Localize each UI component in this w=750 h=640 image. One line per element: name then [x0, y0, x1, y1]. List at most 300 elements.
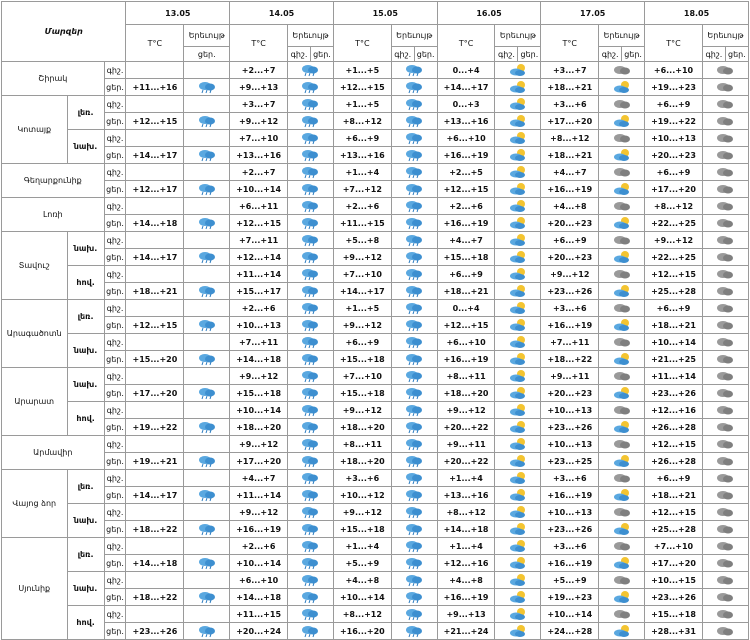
temperature-range: +6...+9 — [333, 334, 391, 351]
temperature-range: +6...+10 — [645, 62, 703, 79]
weather-cell — [702, 606, 748, 623]
time-of-day: գիշ. — [104, 606, 126, 623]
weather-cell — [391, 606, 437, 623]
temperature-range: +6...+11 — [230, 198, 288, 215]
rain-cloud-icon — [299, 284, 321, 298]
temperature-range: +8...+12 — [645, 198, 703, 215]
temperature-range: +9...+12 — [645, 232, 703, 249]
weather-cell — [391, 334, 437, 351]
temperature-range: +25...+28 — [645, 283, 703, 300]
temperature-range: +4...+8 — [333, 572, 391, 589]
weather-cell — [702, 351, 748, 368]
rain-cloud-icon — [299, 607, 321, 621]
weather-cell — [702, 317, 748, 334]
cloud-icon — [714, 80, 736, 94]
temperature-range: +12...+15 — [437, 181, 495, 198]
weather-cell — [599, 283, 645, 300]
cloud-icon — [714, 403, 736, 417]
subregion-name: նախ. — [67, 572, 104, 606]
weather-cell — [599, 334, 645, 351]
sun-cloud-icon — [611, 114, 633, 128]
temperature-range: +16...+19 — [541, 487, 599, 504]
rain-cloud-icon — [299, 522, 321, 536]
weather-cell — [702, 215, 748, 232]
temperature-range: +16...+19 — [437, 147, 495, 164]
temperature-range: +12...+16 — [437, 555, 495, 572]
temperature-range: +9...+13 — [230, 79, 288, 96]
rain-cloud-icon — [403, 335, 425, 349]
time-of-day: ցեր. — [104, 487, 126, 504]
rain-cloud-icon — [299, 488, 321, 502]
temperature-range: +9...+11 — [437, 436, 495, 453]
temperature-range: +14...+17 — [437, 79, 495, 96]
weather-cell — [599, 504, 645, 521]
cloud-icon — [611, 471, 633, 485]
temperature-range: +18...+20 — [333, 453, 391, 470]
weather-cell — [184, 283, 230, 300]
subregion-name: նախ. — [67, 368, 104, 402]
rain-cloud-icon — [403, 471, 425, 485]
weather-cell — [599, 249, 645, 266]
table-row — [2, 368, 749, 385]
temperature-range: +2...+7 — [230, 62, 288, 79]
weather-cell — [495, 402, 541, 419]
sun-cloud-icon — [507, 199, 529, 213]
rain-cloud-icon — [403, 454, 425, 468]
temperature-range — [126, 470, 184, 487]
weather-cell — [288, 300, 334, 317]
temperature-range: +7...+10 — [230, 130, 288, 147]
cloud-icon — [611, 131, 633, 145]
temperature-range: +7...+10 — [333, 266, 391, 283]
weather-cell — [391, 215, 437, 232]
temperature-range: +2...+5 — [437, 164, 495, 181]
weather-cell — [288, 181, 334, 198]
table-row — [2, 589, 749, 606]
weather-cell — [495, 283, 541, 300]
temperature-range: +8...+12 — [541, 130, 599, 147]
rain-cloud-icon — [403, 352, 425, 366]
weather-cell — [495, 79, 541, 96]
temperature-range: +19...+21 — [126, 453, 184, 470]
time-of-day: ցեր. — [104, 589, 126, 606]
sun-cloud-icon — [611, 420, 633, 434]
sun-cloud-icon — [507, 335, 529, 349]
temperature-range: +7...+11 — [230, 334, 288, 351]
weather-cell — [184, 555, 230, 572]
table-row — [2, 436, 749, 453]
weather-cell — [702, 198, 748, 215]
temperature-range: +14...+18 — [126, 215, 184, 232]
temp-label: T°C — [645, 25, 703, 62]
time-of-day: գիշ. — [104, 436, 126, 453]
weather-cell — [288, 487, 334, 504]
weather-cell — [391, 521, 437, 538]
weather-cell — [184, 623, 230, 640]
time-of-day: ցեր. — [104, 623, 126, 640]
weather-cell — [184, 198, 230, 215]
rain-cloud-icon — [403, 80, 425, 94]
temperature-range: +9...+12 — [541, 266, 599, 283]
sun-cloud-icon — [507, 505, 529, 519]
temperature-range: +1...+4 — [437, 470, 495, 487]
temperature-range: +11...+14 — [230, 487, 288, 504]
weather-cell — [599, 232, 645, 249]
rain-cloud-icon — [403, 573, 425, 587]
sun-cloud-icon — [507, 386, 529, 400]
cloud-icon — [611, 437, 633, 451]
weather-cell — [702, 470, 748, 487]
weather-cell — [184, 521, 230, 538]
weather-cell — [702, 62, 748, 79]
sun-cloud-icon — [507, 556, 529, 570]
temperature-range: +2...+6 — [230, 300, 288, 317]
weather-cell — [184, 249, 230, 266]
rain-cloud-icon — [403, 556, 425, 570]
sun-cloud-icon — [611, 590, 633, 604]
temperature-range: +10...+14 — [230, 555, 288, 572]
table-row — [2, 232, 749, 249]
rain-cloud-icon — [403, 114, 425, 128]
cloud-icon — [714, 420, 736, 434]
temperature-range: +14...+18 — [230, 589, 288, 606]
weather-cell — [599, 521, 645, 538]
weather-cell — [184, 368, 230, 385]
temperature-range: +7...+10 — [645, 538, 703, 555]
table-row — [2, 266, 749, 283]
weather-cell — [599, 368, 645, 385]
weather-cell — [288, 249, 334, 266]
weather-label: Երեւույթ — [599, 25, 645, 47]
cloud-icon — [714, 199, 736, 213]
day-label: ցեր. — [310, 47, 333, 62]
time-of-day: գիշ. — [104, 334, 126, 351]
temperature-range: +6...+9 — [645, 470, 703, 487]
cloud-icon — [611, 369, 633, 383]
cloud-icon — [611, 539, 633, 553]
temperature-range: +8...+12 — [333, 113, 391, 130]
date-header: 16.05 — [437, 2, 541, 25]
temperature-range — [126, 606, 184, 623]
temperature-range: +11...+14 — [230, 266, 288, 283]
cloud-icon — [714, 573, 736, 587]
weather-cell — [702, 453, 748, 470]
cloud-icon — [714, 216, 736, 230]
weather-cell — [702, 300, 748, 317]
region-name: Գեղարքունիք — [2, 164, 105, 198]
region-name: Արագածոտն — [2, 300, 68, 368]
sun-cloud-icon — [611, 386, 633, 400]
weather-cell — [702, 113, 748, 130]
temperature-range: +5...+8 — [333, 232, 391, 249]
weather-cell — [184, 334, 230, 351]
temperature-range: +1...+4 — [333, 538, 391, 555]
temperature-range — [126, 232, 184, 249]
table-row — [2, 249, 749, 266]
weather-cell — [599, 164, 645, 181]
temperature-range: +20...+23 — [541, 215, 599, 232]
cloud-icon — [714, 437, 736, 451]
weather-cell — [288, 62, 334, 79]
rain-cloud-icon — [403, 318, 425, 332]
weather-cell — [702, 538, 748, 555]
cloud-icon — [611, 335, 633, 349]
temperature-range: +21...+24 — [437, 623, 495, 640]
date-header: 17.05 — [541, 2, 645, 25]
table-row — [2, 419, 749, 436]
time-of-day: գիշ. — [104, 232, 126, 249]
temp-label: T°C — [230, 25, 288, 62]
sun-cloud-icon — [507, 182, 529, 196]
rain-cloud-icon — [299, 335, 321, 349]
temperature-range — [126, 164, 184, 181]
temperature-range: +14...+18 — [230, 351, 288, 368]
day-label: ցեր. — [414, 47, 437, 62]
temperature-range: +23...+26 — [541, 521, 599, 538]
rain-cloud-icon — [299, 386, 321, 400]
sun-cloud-icon — [507, 250, 529, 264]
weather-cell — [184, 130, 230, 147]
temperature-range: +12...+17 — [126, 181, 184, 198]
sun-cloud-icon — [507, 454, 529, 468]
weather-cell — [391, 419, 437, 436]
rain-cloud-icon — [299, 182, 321, 196]
temperature-range: +9...+12 — [437, 402, 495, 419]
temperature-range: +9...+12 — [230, 368, 288, 385]
rain-cloud-icon — [299, 97, 321, 111]
temperature-range: +19...+23 — [645, 79, 703, 96]
weather-cell — [391, 249, 437, 266]
weather-cell — [702, 504, 748, 521]
sun-cloud-icon — [611, 250, 633, 264]
weather-cell — [495, 317, 541, 334]
weather-cell — [288, 147, 334, 164]
temperature-range: +13...+16 — [437, 113, 495, 130]
temperature-range: +6...+10 — [437, 334, 495, 351]
weather-cell — [495, 181, 541, 198]
weather-cell — [599, 198, 645, 215]
weather-cell — [599, 147, 645, 164]
time-of-day: ցեր. — [104, 283, 126, 300]
temperature-range: +11...+14 — [645, 368, 703, 385]
temperature-range: +14...+18 — [126, 555, 184, 572]
weather-cell — [391, 453, 437, 470]
weather-cell — [495, 300, 541, 317]
time-of-day: ցեր. — [104, 79, 126, 96]
weather-cell — [599, 130, 645, 147]
cloud-icon — [714, 233, 736, 247]
rain-cloud-icon — [403, 182, 425, 196]
weather-cell — [702, 96, 748, 113]
temperature-range: +18...+20 — [230, 419, 288, 436]
temperature-range: +1...+5 — [333, 300, 391, 317]
cloud-icon — [714, 386, 736, 400]
time-of-day: գիշ. — [104, 470, 126, 487]
temp-label: T°C — [541, 25, 599, 62]
weather-cell — [599, 419, 645, 436]
weather-cell — [599, 62, 645, 79]
temperature-range: +11...+16 — [126, 79, 184, 96]
rain-cloud-icon — [403, 369, 425, 383]
table-row — [2, 606, 749, 623]
weather-cell — [391, 181, 437, 198]
weather-cell — [288, 351, 334, 368]
weather-cell — [495, 215, 541, 232]
weather-cell — [702, 266, 748, 283]
sun-cloud-icon — [507, 233, 529, 247]
weather-cell — [288, 402, 334, 419]
time-of-day: ցեր. — [104, 351, 126, 368]
weather-cell — [599, 317, 645, 334]
weather-cell — [288, 606, 334, 623]
weather-cell — [495, 96, 541, 113]
rain-cloud-icon — [403, 539, 425, 553]
cloud-icon — [714, 301, 736, 315]
weather-cell — [288, 113, 334, 130]
rain-cloud-icon — [299, 420, 321, 434]
subregion-name: նախ. — [67, 232, 104, 266]
temperature-range: +16...+19 — [541, 181, 599, 198]
weather-cell — [391, 300, 437, 317]
weather-cell — [495, 385, 541, 402]
temperature-range: +7...+11 — [230, 232, 288, 249]
rain-cloud-icon — [196, 114, 218, 128]
temperature-range: +17...+20 — [230, 453, 288, 470]
weather-cell — [702, 402, 748, 419]
cloud-icon — [611, 97, 633, 111]
cloud-icon — [714, 148, 736, 162]
temperature-range: +12...+15 — [333, 79, 391, 96]
table-row — [2, 521, 749, 538]
temperature-range — [126, 198, 184, 215]
header-dates-row — [2, 2, 749, 25]
weather-cell — [702, 385, 748, 402]
temperature-range: +10...+15 — [645, 572, 703, 589]
temperature-range: +16...+20 — [333, 623, 391, 640]
table-row — [2, 113, 749, 130]
temperature-range: +8...+11 — [333, 436, 391, 453]
weather-cell — [184, 453, 230, 470]
night-label: գիշ. — [599, 47, 622, 62]
weather-cell — [495, 334, 541, 351]
cloud-icon — [714, 522, 736, 536]
rain-cloud-icon — [299, 437, 321, 451]
subregion-name: հով. — [67, 606, 104, 640]
temperature-range: +10...+13 — [541, 504, 599, 521]
sun-cloud-icon — [507, 284, 529, 298]
table-row — [2, 453, 749, 470]
temperature-range: +16...+19 — [437, 589, 495, 606]
sun-cloud-icon — [611, 284, 633, 298]
temperature-range: +10...+14 — [230, 402, 288, 419]
weather-cell — [702, 283, 748, 300]
temperature-range: +20...+23 — [541, 385, 599, 402]
temperature-range: +6...+9 — [645, 164, 703, 181]
rain-cloud-icon — [299, 403, 321, 417]
weather-cell — [495, 232, 541, 249]
weather-cell — [391, 96, 437, 113]
weather-cell — [184, 351, 230, 368]
table-row — [2, 470, 749, 487]
cloud-icon — [714, 556, 736, 570]
temp-label: T°C — [126, 25, 184, 62]
temperature-range: +26...+28 — [645, 419, 703, 436]
weather-cell — [391, 147, 437, 164]
weather-cell — [495, 487, 541, 504]
weather-cell — [184, 113, 230, 130]
sun-cloud-icon — [611, 318, 633, 332]
temperature-range: +2...+6 — [333, 198, 391, 215]
weather-cell — [702, 572, 748, 589]
weather-cell — [702, 334, 748, 351]
weather-cell — [184, 436, 230, 453]
weather-cell — [391, 351, 437, 368]
temperature-range: +3...+6 — [333, 470, 391, 487]
weather-cell — [495, 113, 541, 130]
weather-cell — [288, 504, 334, 521]
temperature-range: +15...+20 — [126, 351, 184, 368]
temperature-range: +20...+23 — [541, 249, 599, 266]
weather-cell — [184, 606, 230, 623]
cloud-icon — [714, 505, 736, 519]
temperature-range: +13...+16 — [230, 147, 288, 164]
forecast-table — [1, 1, 749, 640]
sun-cloud-icon — [611, 454, 633, 468]
cloud-icon — [714, 352, 736, 366]
temperature-range: +14...+18 — [437, 521, 495, 538]
temperature-range: +5...+9 — [541, 572, 599, 589]
weather-cell — [599, 487, 645, 504]
weather-cell — [391, 402, 437, 419]
weather-cell — [288, 419, 334, 436]
sun-cloud-icon — [507, 114, 529, 128]
weather-cell — [391, 470, 437, 487]
temperature-range: +22...+25 — [645, 215, 703, 232]
weather-cell — [184, 538, 230, 555]
temperature-range: +4...+8 — [437, 572, 495, 589]
temperature-range: +14...+17 — [126, 249, 184, 266]
weather-cell — [184, 317, 230, 334]
weather-cell — [702, 249, 748, 266]
temperature-range: +2...+6 — [437, 198, 495, 215]
temperature-range: +8...+12 — [437, 504, 495, 521]
temperature-range: +2...+6 — [230, 538, 288, 555]
rain-cloud-icon — [196, 284, 218, 298]
weather-cell — [184, 79, 230, 96]
weather-cell — [495, 436, 541, 453]
cloud-icon — [611, 165, 633, 179]
time-of-day: գիշ. — [104, 96, 126, 113]
temperature-range: +23...+26 — [541, 283, 599, 300]
temperature-range: +12...+15 — [126, 113, 184, 130]
weather-cell — [702, 232, 748, 249]
sun-cloud-icon — [507, 437, 529, 451]
temperature-range: +6...+9 — [645, 300, 703, 317]
region-name: Սյունիք — [2, 538, 68, 640]
weather-cell — [288, 385, 334, 402]
temperature-range: +12...+15 — [645, 436, 703, 453]
temp-label: T°C — [333, 25, 391, 62]
temperature-range: +15...+18 — [230, 385, 288, 402]
rain-cloud-icon — [403, 148, 425, 162]
temperature-range: +16...+19 — [230, 521, 288, 538]
weather-cell — [288, 283, 334, 300]
temperature-range: +18...+21 — [126, 283, 184, 300]
weather-label: Երեւույթ — [702, 25, 748, 47]
rain-cloud-icon — [196, 454, 218, 468]
table-row — [2, 164, 749, 181]
rain-cloud-icon — [403, 403, 425, 417]
